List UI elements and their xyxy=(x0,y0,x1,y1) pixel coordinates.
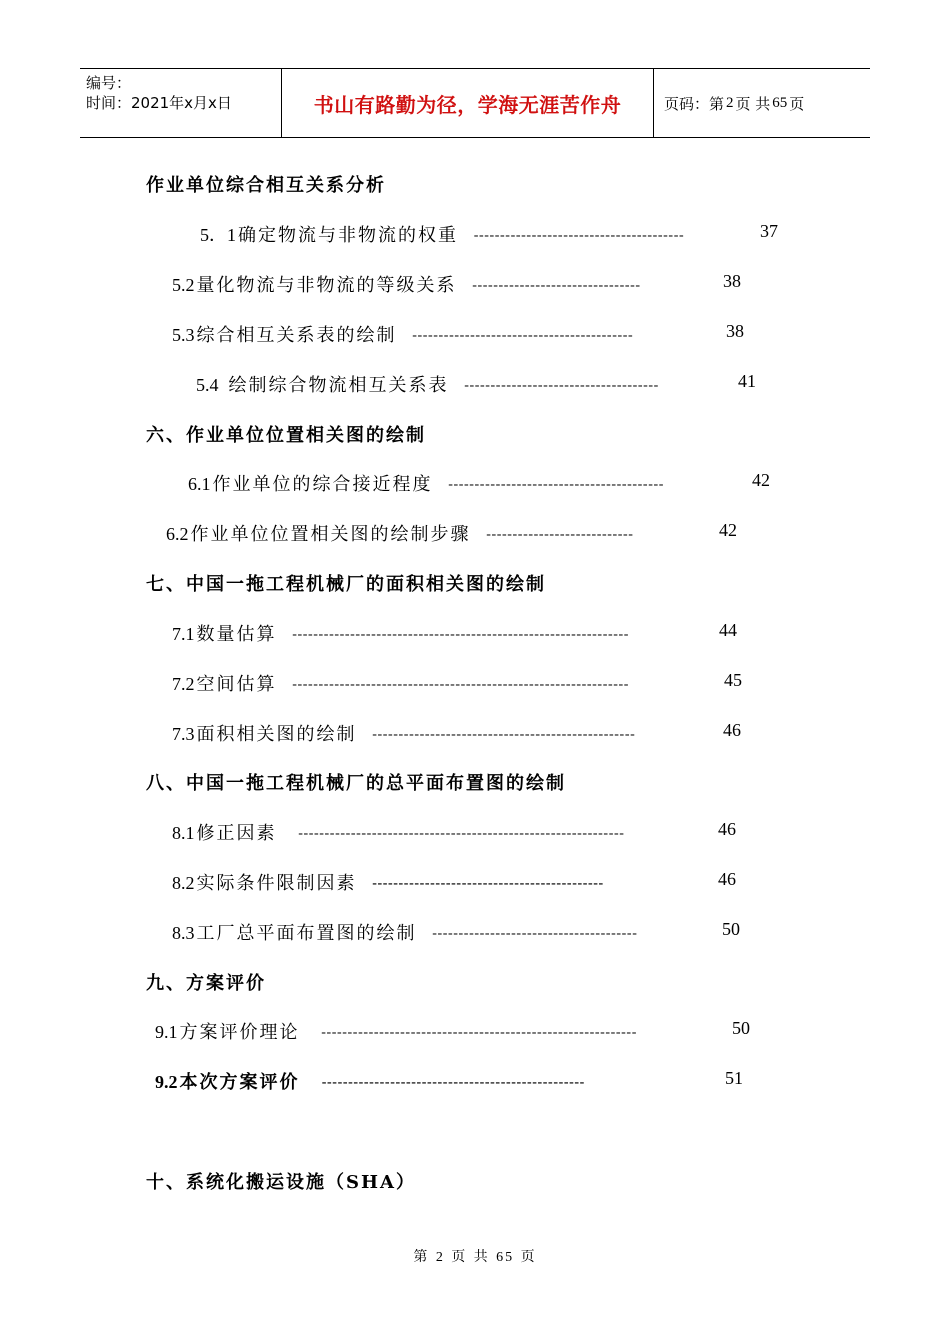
toc-entry-title: 数量估算 xyxy=(196,624,277,645)
toc-entry-8-2[interactable] xyxy=(172,869,604,895)
toc-entry-9-1[interactable] xyxy=(155,1018,637,1044)
toc-entry-7-2[interactable] xyxy=(172,670,629,696)
toc-page-number: 50 xyxy=(732,1018,750,1038)
toc-entry-6-1[interactable] xyxy=(188,470,664,496)
toc-leader-dots: ---------------------------- xyxy=(486,527,634,542)
toc-page-number: 41 xyxy=(738,371,756,391)
page-number: 2 xyxy=(726,94,734,111)
toc-entry-number: 8.2 xyxy=(172,873,195,893)
toc-leader-dots: -------------------------------------------------- xyxy=(321,1075,585,1090)
toc-entry-title: 绘制综合物流相互关系表 xyxy=(228,375,449,396)
footer-suffix: 页 xyxy=(520,1249,537,1265)
toc-page-number: 37 xyxy=(760,221,778,241)
toc-entry-7-1[interactable] xyxy=(172,620,629,646)
toc-entry-number: 9.1 xyxy=(155,1022,178,1042)
toc-leader-dots: ------------------------------------------------------------ xyxy=(321,1025,637,1040)
toc-section-6: 六、作业单位位置相关图的绘制 xyxy=(146,425,426,446)
toc-entry-number: 5.3 xyxy=(172,325,195,345)
page-mid: 页 共 xyxy=(735,94,771,113)
toc-entry-title: 空间估算 xyxy=(196,674,277,695)
number-label: 编号： xyxy=(86,74,132,92)
header-page-info xyxy=(654,69,870,137)
toc-entry-number: 5.4 xyxy=(196,375,219,395)
toc-leader-dots: ---------------------------------------------------------------- xyxy=(292,627,630,642)
page-suffix: 页 xyxy=(789,94,805,113)
toc-entry-title: 本次方案评价 xyxy=(179,1072,300,1093)
toc-page-number: 38 xyxy=(726,321,744,341)
toc-entry-number: 7.2 xyxy=(172,674,195,694)
toc-entry-title: 综合相互关系表的绘制 xyxy=(196,325,397,346)
toc-entry-title: 作业单位位置相关图的绘制步骤 xyxy=(190,524,471,545)
footer-mid: 页 共 xyxy=(451,1249,490,1265)
toc-page-number: 46 xyxy=(718,819,736,839)
toc-entry-title: 作业单位的综合接近程度 xyxy=(212,474,433,495)
toc-entry-title: 实际条件限制因素 xyxy=(196,873,357,894)
toc-entry-number: 5．1 xyxy=(200,225,236,245)
toc-page-number: 42 xyxy=(752,470,770,490)
toc-entry-number: 6.2 xyxy=(166,524,189,544)
footer-prefix: 第 xyxy=(413,1249,430,1265)
toc-entry-6-2[interactable] xyxy=(166,520,634,546)
toc-entry-5-2[interactable] xyxy=(172,271,641,297)
toc-leader-dots: -------------------------------------------------- xyxy=(372,727,636,742)
toc-entry-number: 7.1 xyxy=(172,624,195,644)
toc-entry-title: 确定物流与非物流的权重 xyxy=(238,225,458,246)
toc-entry-number: 9.2 xyxy=(155,1072,178,1092)
toc-page-number: 45 xyxy=(724,670,742,690)
toc-page-number: 50 xyxy=(722,919,740,939)
time-label: 时间：2021年x月x日 xyxy=(86,94,232,112)
toc-entry-title: 修正因素 xyxy=(196,823,277,844)
toc-entry-5-4[interactable] xyxy=(196,371,659,397)
toc-section-9: 九、方案评价 xyxy=(146,973,266,994)
toc-leader-dots: -------------------------------- xyxy=(472,278,641,293)
page-total: 65 xyxy=(772,94,788,111)
toc-section-5: 作业单位综合相互关系分析 xyxy=(146,175,386,196)
toc-entry-8-3[interactable] xyxy=(172,919,637,945)
document-header xyxy=(80,68,870,138)
toc-entry-number: 6.1 xyxy=(188,474,211,494)
toc-entry-number: 5.2 xyxy=(172,275,195,295)
toc-leader-dots: ------------------------------------- xyxy=(464,378,659,393)
header-meta-cell xyxy=(80,69,282,137)
toc-leader-dots: ---------------------------------------------------------------- xyxy=(292,677,630,692)
toc-entry-5-1[interactable] xyxy=(200,221,684,247)
toc-entry-number: 8.1 xyxy=(172,823,195,843)
toc-page-number: 38 xyxy=(723,271,741,291)
toc-page-number: 44 xyxy=(719,620,737,640)
toc-entry-number: 8.3 xyxy=(172,923,195,943)
toc-page-number: 46 xyxy=(718,869,736,889)
footer-page-number: 2 xyxy=(435,1250,445,1265)
toc-entry-5-3[interactable] xyxy=(172,321,633,347)
page-footer xyxy=(0,1246,950,1266)
toc-entry-title: 面积相关图的绘制 xyxy=(196,724,357,745)
toc-entry-9-2[interactable] xyxy=(155,1068,585,1094)
toc-entry-8-1[interactable] xyxy=(172,819,625,845)
toc-leader-dots: -------------------------------------------- xyxy=(372,876,604,891)
toc-page-number: 51 xyxy=(725,1068,743,1088)
toc-leader-dots: ------------------------------------------ xyxy=(412,328,634,343)
toc-section-8: 八、中国一拖工程机械厂的总平面布置图的绘制 xyxy=(146,773,566,794)
toc-entry-title: 工厂总平面布置图的绘制 xyxy=(196,923,417,944)
header-motto: 书山有路勤为径，学海无涯苦作舟 xyxy=(282,69,654,137)
toc-leader-dots: ----------------------------------------- xyxy=(448,477,664,492)
footer-page-total: 65 xyxy=(496,1250,515,1265)
toc-leader-dots: --------------------------------------- xyxy=(432,926,638,941)
toc-entry-number: 7.3 xyxy=(172,724,195,744)
toc-section-10: 十、系统化搬运设施（SHA） xyxy=(146,1172,416,1193)
toc-leader-dots: ---------------------------------------- xyxy=(473,228,685,243)
toc-entry-title: 量化物流与非物流的等级关系 xyxy=(196,275,457,296)
toc-page-number: 42 xyxy=(719,520,737,540)
toc-leader-dots: -------------------------------------------------------------- xyxy=(298,826,625,841)
toc-entry-7-3[interactable] xyxy=(172,720,635,746)
toc-page-number: 46 xyxy=(723,720,741,740)
toc-entry-title: 方案评价理论 xyxy=(179,1022,300,1043)
toc-section-7: 七、中国一拖工程机械厂的面积相关图的绘制 xyxy=(146,574,546,595)
page-prefix: 页码：第 xyxy=(664,94,725,113)
